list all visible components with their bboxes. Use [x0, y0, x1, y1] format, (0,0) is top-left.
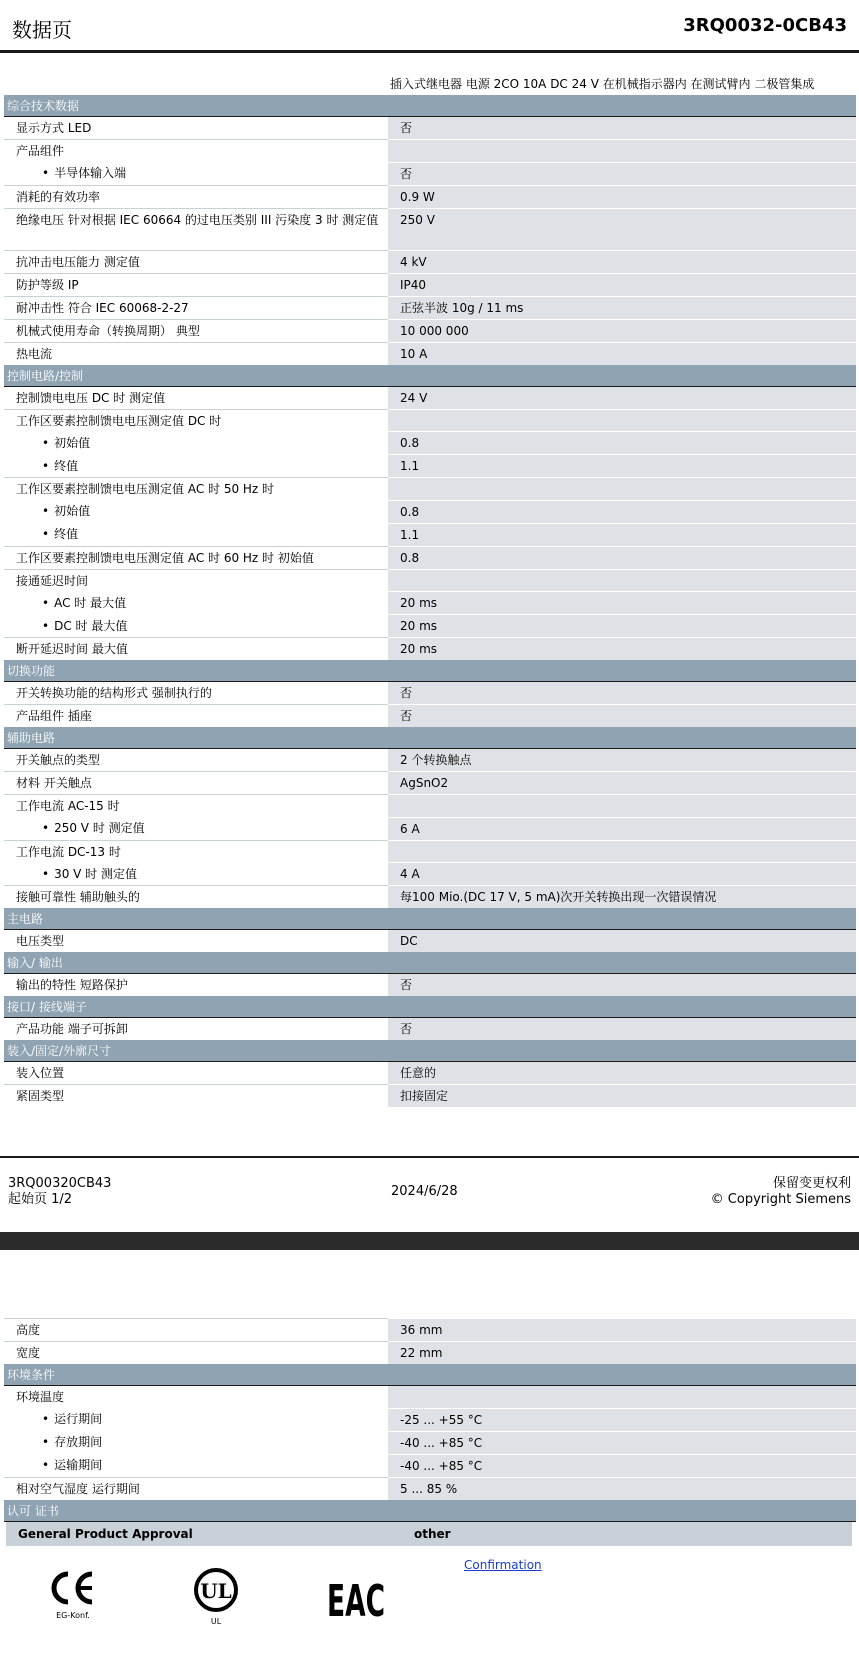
- spec-row: [4, 409, 856, 432]
- spec-label: • 终值: [4, 455, 388, 478]
- spec-value: 否: [388, 705, 856, 728]
- spec-value: 22 mm: [388, 1342, 856, 1365]
- spec-row: [4, 250, 856, 273]
- spec-value: [388, 795, 856, 818]
- spec-value: [388, 840, 856, 863]
- section-header: [4, 95, 856, 117]
- spec-value: [388, 478, 856, 501]
- spec-row: [4, 1085, 856, 1108]
- spec-row: [4, 1342, 856, 1365]
- spec-value: 24 V: [388, 386, 856, 409]
- spec-label: • DC 时 最大值: [4, 615, 388, 638]
- spec-row: [4, 886, 856, 909]
- spec-row: [4, 273, 856, 296]
- spec-value: 0.8: [388, 500, 856, 523]
- ce-mark-icon: [48, 1568, 98, 1625]
- spec-label: 工作区要素控制馈电电压测定值 AC 时 60 Hz 时 初始值: [4, 546, 388, 569]
- spec-value: -40 ... +85 °C: [388, 1431, 856, 1454]
- spec-row: [4, 185, 856, 208]
- section-title: 认可 证书: [4, 1500, 856, 1522]
- spec-label: • 半导体输入端: [4, 162, 388, 185]
- spec-value: 0.9 W: [388, 185, 856, 208]
- spec-label: 防护等级 IP: [4, 273, 388, 296]
- section-title: 接口/ 接线端子: [4, 996, 856, 1018]
- section-header: [4, 1364, 856, 1386]
- spec-value: 20 ms: [388, 615, 856, 638]
- spec-value: -40 ... +85 °C: [388, 1454, 856, 1477]
- section-title: 环境条件: [4, 1364, 856, 1386]
- spec-value: 20 ms: [388, 592, 856, 615]
- section-header: [4, 660, 856, 682]
- section-header: [4, 1500, 856, 1522]
- spec-value: 否: [388, 974, 856, 997]
- spec-row: [4, 1454, 856, 1477]
- spec-value: 250 V: [388, 208, 856, 250]
- spec-row: [4, 1386, 856, 1409]
- spec-value: 36 mm: [388, 1319, 856, 1342]
- spec-row: [4, 208, 856, 250]
- spec-value: 0.8: [388, 546, 856, 569]
- spec-label: 消耗的有效功率: [4, 185, 388, 208]
- part-number: 3RQ0032-0CB43: [683, 15, 847, 36]
- spec-value: 10 A: [388, 342, 856, 365]
- spec-value: 6 A: [388, 817, 856, 840]
- spec-value: 4 kV: [388, 250, 856, 273]
- eac-logo-text: EAC: [327, 1575, 385, 1627]
- section-title: 主电路: [4, 908, 856, 930]
- spec-row: [4, 974, 856, 997]
- spec-row: [4, 1431, 856, 1454]
- section-title: 输入/ 输出: [4, 952, 856, 974]
- spec-row: [4, 749, 856, 772]
- spec-label: 电压类型: [4, 930, 388, 953]
- spec-value: 任意的: [388, 1062, 856, 1085]
- spec-label: • 250 V 时 测定值: [4, 817, 388, 840]
- spec-value: 4 A: [388, 863, 856, 886]
- ul-label: UL: [210, 1616, 222, 1626]
- spec-row: [4, 523, 856, 546]
- footer-page-number: 起始页 1/2: [8, 1192, 73, 1207]
- section-header: [4, 365, 856, 387]
- spec-row: [4, 140, 856, 163]
- ce-label: EG-Konf.: [56, 1610, 90, 1620]
- spec-row: [4, 319, 856, 342]
- spec-row: [4, 1477, 856, 1500]
- spec-row: [4, 1408, 856, 1431]
- spec-row: [4, 1018, 856, 1041]
- spec-label: 耐冲击性 符合 IEC 60068-2-27: [4, 296, 388, 319]
- spec-value: [388, 569, 856, 592]
- spec-label: 显示方式 LED: [4, 117, 388, 140]
- section-title: 综合技术数据: [4, 95, 856, 117]
- footer-part-number: 3RQ00320CB43: [8, 1176, 112, 1191]
- spec-label: 抗冲击电压能力 测定值: [4, 250, 388, 273]
- spec-value: 否: [388, 682, 856, 705]
- spec-label: 紧固类型: [4, 1085, 388, 1108]
- spec-label: 高度: [4, 1319, 388, 1342]
- spec-label: 接触可靠性 辅助触头的: [4, 886, 388, 909]
- spec-value: [388, 409, 856, 432]
- spec-row: [4, 117, 856, 140]
- spec-label: • 运行期间: [4, 1408, 388, 1431]
- spec-label: • 初始值: [4, 432, 388, 455]
- ul-mark-icon: [192, 1568, 242, 1631]
- spec-label: 机械式使用寿命（转换周期） 典型: [4, 319, 388, 342]
- approval-other: other: [402, 1522, 852, 1546]
- spec-row: [4, 705, 856, 728]
- section-header: [4, 908, 856, 930]
- spec-value: -25 ... +55 °C: [388, 1408, 856, 1431]
- spec-value: 否: [388, 1018, 856, 1041]
- spec-label: 产品组件: [4, 140, 388, 163]
- spec-row: [4, 478, 856, 501]
- spec-row: [4, 592, 856, 615]
- spec-value: 正弦半波 10g / 11 ms: [388, 296, 856, 319]
- spec-label: 相对空气湿度 运行期间: [4, 1477, 388, 1500]
- spec-label: 工作区要素控制馈电电压测定值 DC 时: [4, 409, 388, 432]
- spec-value: 5 ... 85 %: [388, 1477, 856, 1500]
- spec-label: 工作电流 DC-13 时: [4, 840, 388, 863]
- spec-row: [4, 162, 856, 185]
- spec-value: 20 ms: [388, 638, 856, 661]
- spec-value: 扣接固定: [388, 1085, 856, 1108]
- footer-rights: 保留变更权利: [772, 1176, 851, 1191]
- spec-label: 宽度: [4, 1342, 388, 1365]
- spec-label: • AC 时 最大值: [4, 592, 388, 615]
- spec-row: [4, 386, 856, 409]
- spec-table-continued: [4, 1318, 856, 1522]
- footer-divider: [0, 1156, 859, 1158]
- spec-row: [4, 500, 856, 523]
- spec-label: 材料 开关触点: [4, 772, 388, 795]
- page-footer: [0, 1176, 859, 1220]
- spec-label: 输出的特性 短路保护: [4, 974, 388, 997]
- page-separator: [0, 1232, 859, 1250]
- spec-row: [4, 1062, 856, 1085]
- spec-label: 热电流: [4, 342, 388, 365]
- spec-label: 绝缘电压 针对根据 IEC 60664 的过电压类别 III 污染度 3 时 测定值: [4, 208, 388, 250]
- spec-row: [4, 296, 856, 319]
- spec-row: [4, 615, 856, 638]
- spec-value: [388, 140, 856, 163]
- spec-label: 开关转换功能的结构形式 强制执行的: [4, 682, 388, 705]
- spec-value: DC: [388, 930, 856, 953]
- section-header: [4, 996, 856, 1018]
- spec-row: [4, 432, 856, 455]
- product-description: 插入式继电器 电源 2CO 10A DC 24 V 在机械指示器内 在测试臂内 二极管集成: [390, 77, 815, 91]
- page-header: [0, 0, 859, 53]
- spec-label: 产品组件 插座: [4, 705, 388, 728]
- footer-date: 2024/6/28: [391, 1184, 458, 1199]
- ul-logo-text: UL: [200, 1578, 232, 1603]
- section-header: [4, 952, 856, 974]
- section-header: [4, 727, 856, 749]
- spec-row: [4, 569, 856, 592]
- spec-row: [4, 795, 856, 818]
- spec-label: 断开延迟时间 最大值: [4, 638, 388, 661]
- spec-row: [4, 772, 856, 795]
- footer-copyright: © Copyright Siemens: [710, 1192, 851, 1207]
- spec-row: [4, 455, 856, 478]
- spec-value: 2 个转换触点: [388, 749, 856, 772]
- section-title: 切换功能: [4, 660, 856, 682]
- spec-row: [4, 930, 856, 953]
- spec-label: • 终值: [4, 523, 388, 546]
- section-title: 控制电路/控制: [4, 365, 856, 387]
- spec-row: [4, 1319, 856, 1342]
- spec-value: AgSnO2: [388, 772, 856, 795]
- spec-value: 10 000 000: [388, 319, 856, 342]
- spec-row: [4, 342, 856, 365]
- spec-label: • 初始值: [4, 500, 388, 523]
- spec-label: 控制馈电电压 DC 时 测定值: [4, 386, 388, 409]
- approval-general-product: General Product Approval: [6, 1522, 402, 1546]
- section-header: [4, 1040, 856, 1062]
- spec-value: IP40: [388, 273, 856, 296]
- spec-table: [4, 95, 856, 1107]
- spec-label: 开关触点的类型: [4, 749, 388, 772]
- spec-label: 环境温度: [4, 1386, 388, 1409]
- spec-value: 1.1: [388, 523, 856, 546]
- spec-value: [388, 1386, 856, 1409]
- spec-label: • 30 V 时 测定值: [4, 863, 388, 886]
- certificate-logos: [0, 1546, 859, 1646]
- spec-value: 否: [388, 162, 856, 185]
- section-title: 辅助电路: [4, 727, 856, 749]
- confirmation-link[interactable]: Confirmation: [464, 1557, 542, 1572]
- section-title: 装入/固定/外廓尺寸: [4, 1040, 856, 1062]
- datasheet-page-2: [0, 1250, 859, 1674]
- spec-row: [4, 546, 856, 569]
- spec-label: 工作区要素控制馈电电压测定值 AC 时 50 Hz 时: [4, 478, 388, 501]
- spec-value: 每100 Mio.(DC 17 V, 5 mA)次开关转换出现一次错误情况: [388, 886, 856, 909]
- spec-row: [4, 817, 856, 840]
- spec-row: [4, 840, 856, 863]
- spec-label: • 存放期间: [4, 1431, 388, 1454]
- spec-row: [4, 863, 856, 886]
- spec-value: 1.1: [388, 455, 856, 478]
- spec-value: 0.8: [388, 432, 856, 455]
- eac-mark-icon: [326, 1568, 386, 1627]
- page-title: 数据页: [12, 18, 72, 42]
- spec-row: [4, 682, 856, 705]
- spec-label: 产品功能 端子可拆卸: [4, 1018, 388, 1041]
- spec-label: 接通延迟时间: [4, 569, 388, 592]
- spec-row: [4, 638, 856, 661]
- spec-label: 装入位置: [4, 1062, 388, 1085]
- spec-label: • 运输期间: [4, 1454, 388, 1477]
- spec-label: 工作电流 AC-15 时: [4, 795, 388, 818]
- approval-table: [6, 1522, 852, 1546]
- spec-value: 否: [388, 117, 856, 140]
